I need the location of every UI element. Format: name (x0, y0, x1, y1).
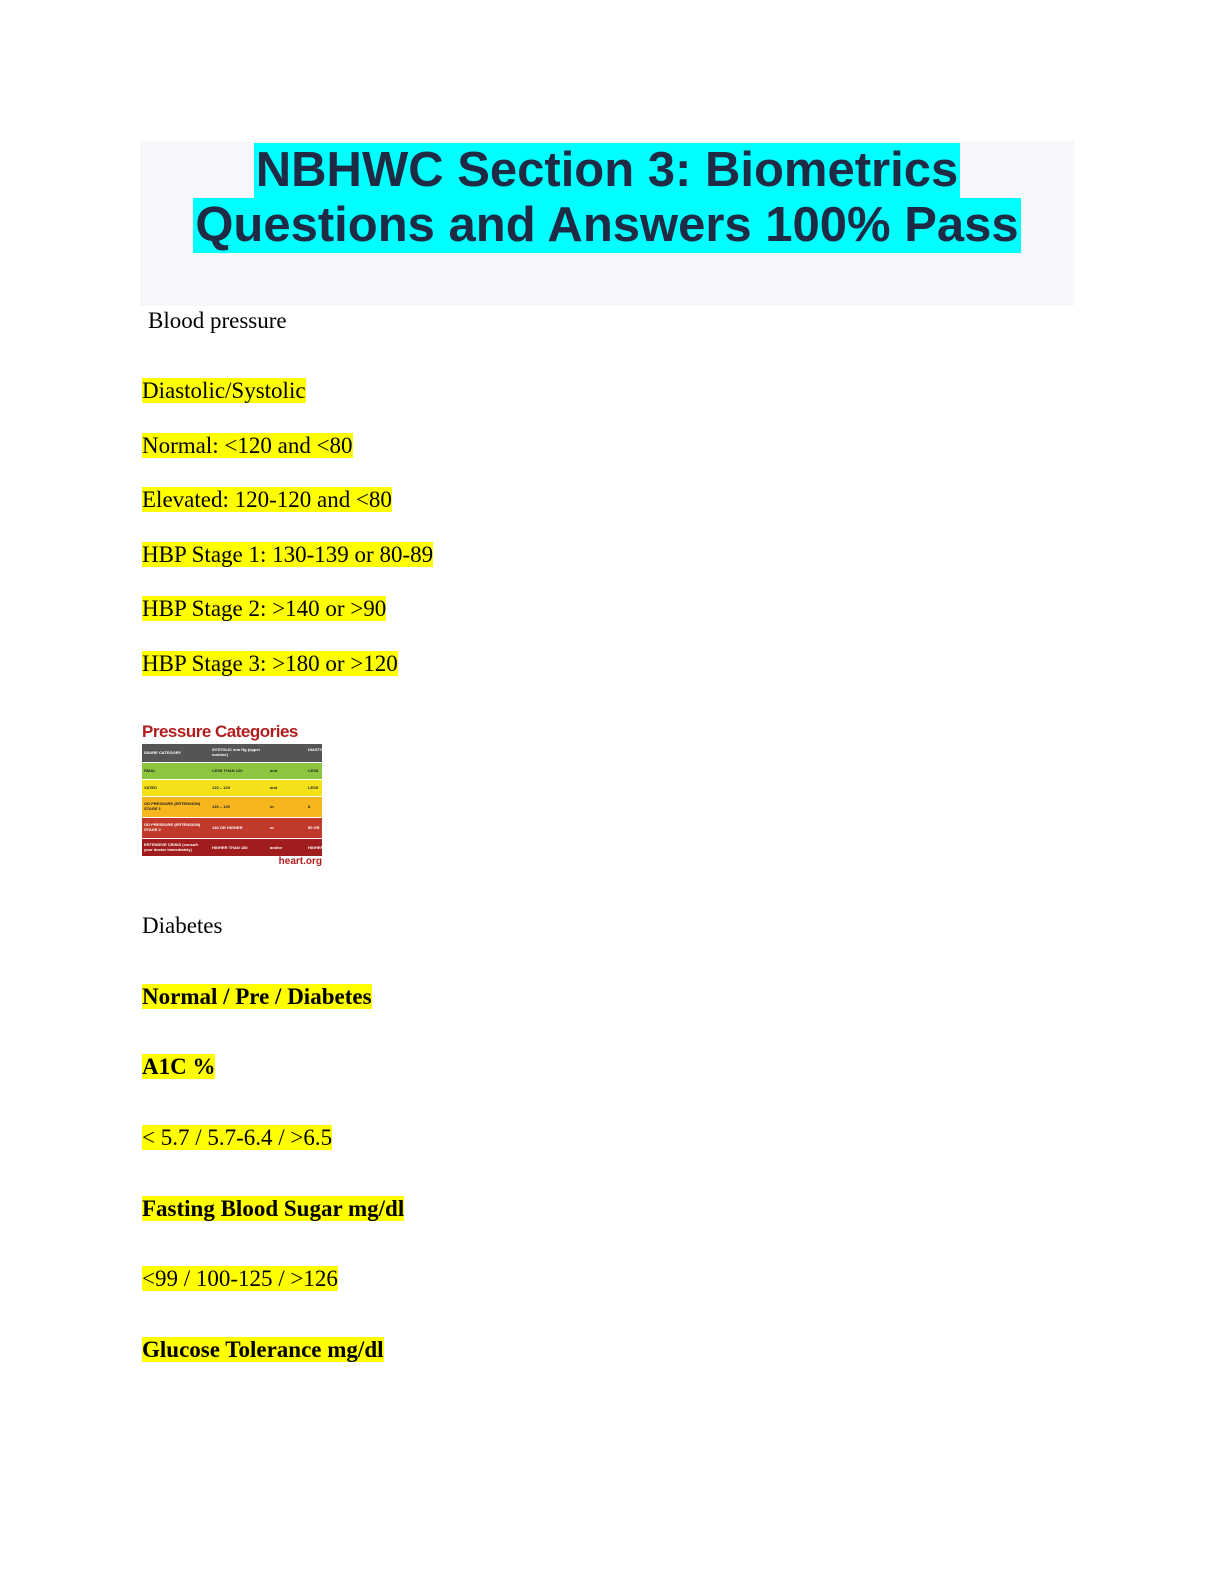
chart-row-label: ERTENSIVE CRISIS (consult your doctor immediately) (144, 842, 198, 852)
chart-row-stage-1 (142, 797, 322, 817)
chart-header-row (142, 744, 335, 762)
diabetes-item: < 5.7 / 5.7-6.4 / >6.5 (142, 1125, 333, 1150)
chart-row-conj: and (270, 768, 278, 773)
chart-row-diastolic: 8 (308, 804, 311, 809)
diabetes-item: Fasting Blood Sugar mg/dl (142, 1196, 405, 1221)
document-title-line-1: NBHWC Section 3: Biometrics (255, 143, 959, 197)
chart-row-systolic: 130 – 139 (212, 804, 230, 809)
chart-row-diastolic: LESS (308, 785, 319, 790)
chart-row-crisis (142, 839, 322, 856)
chart-row-label: OD PRESSURE (ERTENSION) STAGE 1 (144, 801, 201, 811)
chart-source-logo: heart.org (278, 856, 322, 867)
chart-row-label: OD PRESSURE (ERTENSION) STAGE 2 (144, 822, 201, 832)
diabetes-item: Normal / Pre / Diabetes (142, 984, 372, 1009)
chart-header-category: SSURE CATEGORY (144, 750, 182, 755)
chart-row-label: VATED (144, 785, 157, 790)
chart-row-diastolic: HIGHER (308, 845, 324, 850)
blood-pressure-categories-image (142, 720, 335, 870)
chart-image-title: Pressure Categories (142, 722, 298, 741)
chart-row-label: RMAL (144, 768, 156, 773)
bp-item: HBP Stage 1: 130-139 or 80-89 (142, 542, 434, 567)
diabetes-item: Glucose Tolerance mg/dl (142, 1337, 384, 1362)
diabetes-item: <99 / 100-125 / >126 (142, 1266, 338, 1291)
chart-row-elevated (142, 780, 322, 796)
bp-item: HBP Stage 2: >140 or >90 (142, 596, 387, 621)
bp-item: HBP Stage 3: >180 or >120 (142, 651, 398, 676)
document-title-line-2: Questions and Answers 100% Pass (195, 198, 1019, 252)
document-title-banner (140, 141, 1074, 306)
chart-row-normal (142, 763, 322, 779)
chart-row-systolic: HIGHER THAN 180 (212, 845, 248, 850)
chart-row-stage-2 (142, 818, 322, 838)
chart-row-diastolic: LESS (308, 768, 319, 773)
bp-item: Diastolic/Systolic (142, 378, 306, 403)
bp-item: Normal: <120 and <80 (142, 433, 353, 458)
chart-header-systolic: SYSTOLIC mm Hg (upper number) (212, 747, 261, 757)
chart-row-conj: and/or (270, 845, 283, 850)
chart-row-systolic: 140 OR HIGHER (212, 825, 243, 830)
bp-item: Elevated: 120-120 and <80 (142, 487, 392, 512)
diabetes-item: A1C % (142, 1054, 216, 1079)
chart-row-conj: and (270, 785, 278, 790)
chart-header-diastolic: DIASTO (lowe (308, 747, 335, 752)
chart-row-diastolic: 90 OR (308, 825, 320, 830)
chart-row-conj: or (270, 804, 274, 809)
chart-row-systolic: 120 – 129 (212, 785, 230, 790)
chart-row-systolic: LESS THAN 120 (212, 768, 243, 773)
diabetes-heading: Diabetes (142, 913, 223, 938)
blood-pressure-heading: Blood pressure (148, 308, 287, 333)
chart-row-conj: or (270, 825, 274, 830)
